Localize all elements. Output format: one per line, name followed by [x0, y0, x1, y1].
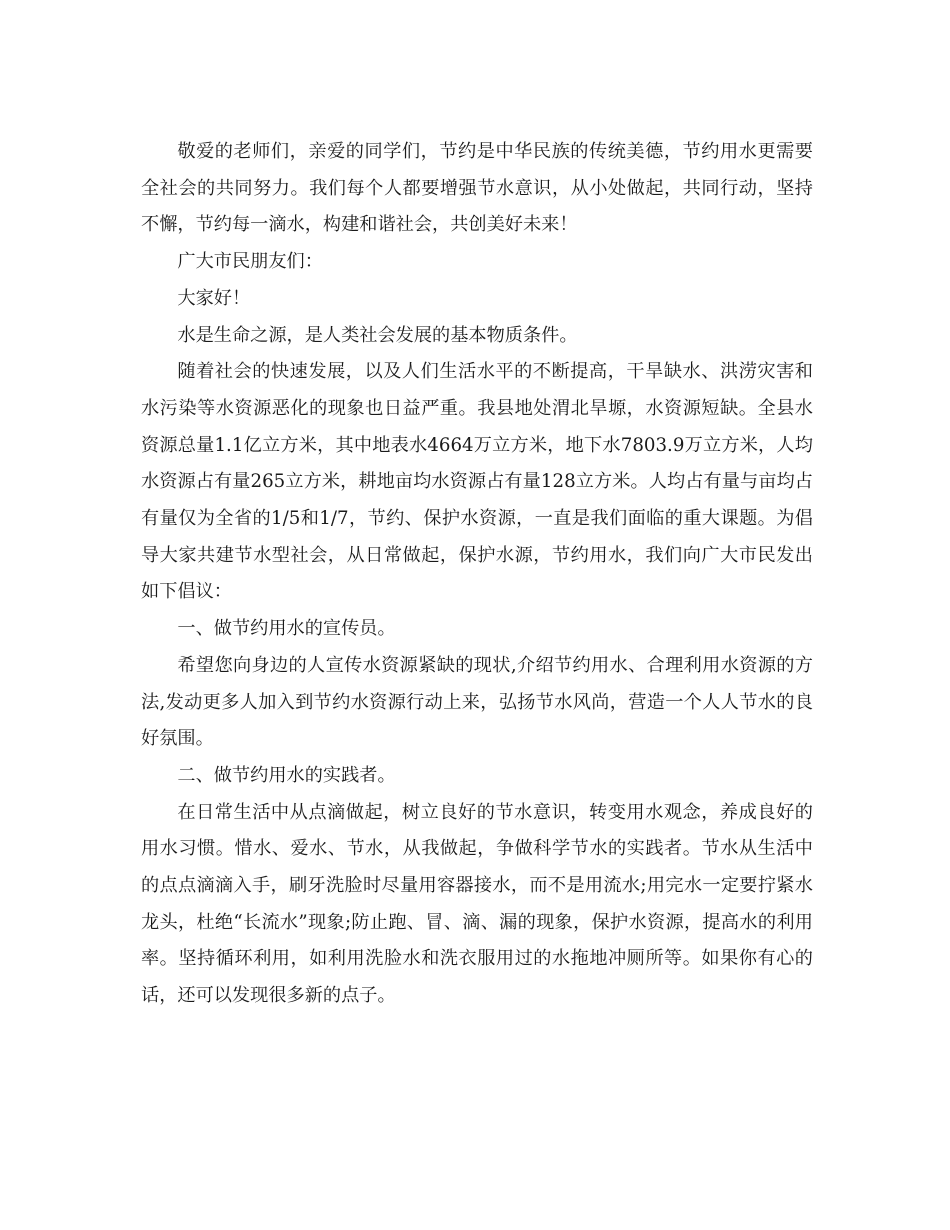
paragraph-salutation-citizens: 广大市民朋友们： — [177, 251, 323, 273]
document-body — [141, 134, 813, 1015]
paragraph-section-two-body: 在日常生活中从点滴做起，树立良好的节水意识，转变用水观念，养成良好的用水习惯。惜水、爱水、节水，从我做起，争做科学节水的实践者。节水从生活中的点点滴滴入手，刷牙洗脸时尽量用容器接水，而不是用流水;用完水一定要拧紧水龙头，杜绝“长流水”现象;防止跑、冒、滴、漏的现象，保护水资源，提高水的利用率。坚持循环利用，如利用洗脸水和洗衣服用过的水拖地冲厕所等。如果你有心的话，还可以发现很多新的点子。 — [141, 801, 813, 1007]
paragraph-greeting: 大家好！ — [177, 287, 251, 309]
heading-section-one: 一、做节约用水的宣传员。 — [177, 618, 396, 640]
heading-section-two: 二、做节约用水的实践者。 — [177, 764, 396, 786]
paragraph-teachers-students: 敬爱的老师们，亲爱的同学们，节约是中华民族的传统美德，节约用水更需要全社会的共同努力。我们每个人都要增强节水意识，从小处做起，共同行动，坚持不懈，节约每一滴水，构建和谐社会，共创美好未来！ — [141, 141, 813, 236]
paragraph-section-one-body: 希望您向身边的人宣传水资源紧缺的现状,介绍节约用水、合理利用水资源的方法,发动更多人加入到节约水资源行动上来，弘扬节水风尚，营造一个人人节水的良好氛围。 — [141, 654, 813, 750]
paragraph-water-source-of-life: 水是生命之源，是人类社会发展的基本物质条件。 — [177, 324, 578, 346]
paragraph-water-resource-status: 随着社会的快速发展，以及人们生活水平的不断提高，干旱缺水、洪涝灾害和水污染等水资源恶化的现象也日益严重。我县地处渭北旱塬，水资源短缺。全县水资源总量1.1亿立方米，其中地表水4664万立方米，地下水7803.9万立方米，人均水资源占有量265立方米，耕地亩均水资源占有量128立方米。人均占有量与亩均占有量仅为全省的1/5和1/7，节约、保护水资源，一直是我们面临的重大课题。为倡导大家共建节水型社会，从日常做起，保护水源，节约用水，我们向广大市民发出如下倡议： — [141, 361, 813, 603]
